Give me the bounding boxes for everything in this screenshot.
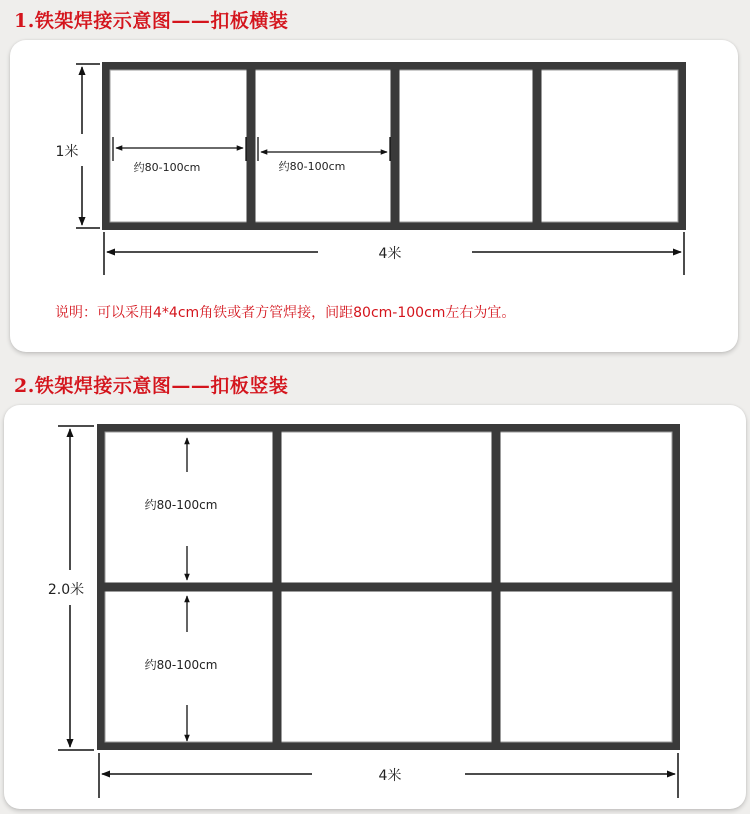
section2-title: 2.铁架焊接示意图——扣板竖装 (14, 375, 289, 397)
section1-width-label: 4米 (378, 246, 402, 262)
section1-height-dimension (76, 64, 100, 228)
section1-note: 说明：可以采用4*4cm角铁或者方管焊接，间距80cm-100cm左右为宜。 (55, 305, 516, 321)
section2-spacing-top-label: 约80-100cm (144, 498, 218, 512)
section1-spacing-left-label: 约80-100cm (133, 161, 201, 174)
frame2 (101, 428, 676, 746)
section2-spacing-bottom-label: 约80-100cm (144, 658, 218, 672)
section2-height-label: 2.0米 (47, 582, 85, 598)
section1-title: 1.铁架焊接示意图——扣板横装 (14, 10, 289, 32)
section2-width-label: 4米 (378, 768, 402, 784)
frame1 (106, 66, 682, 226)
section1-height-label: 1米 (55, 144, 79, 160)
section1-spacing-right-label: 约80-100cm (278, 160, 346, 173)
